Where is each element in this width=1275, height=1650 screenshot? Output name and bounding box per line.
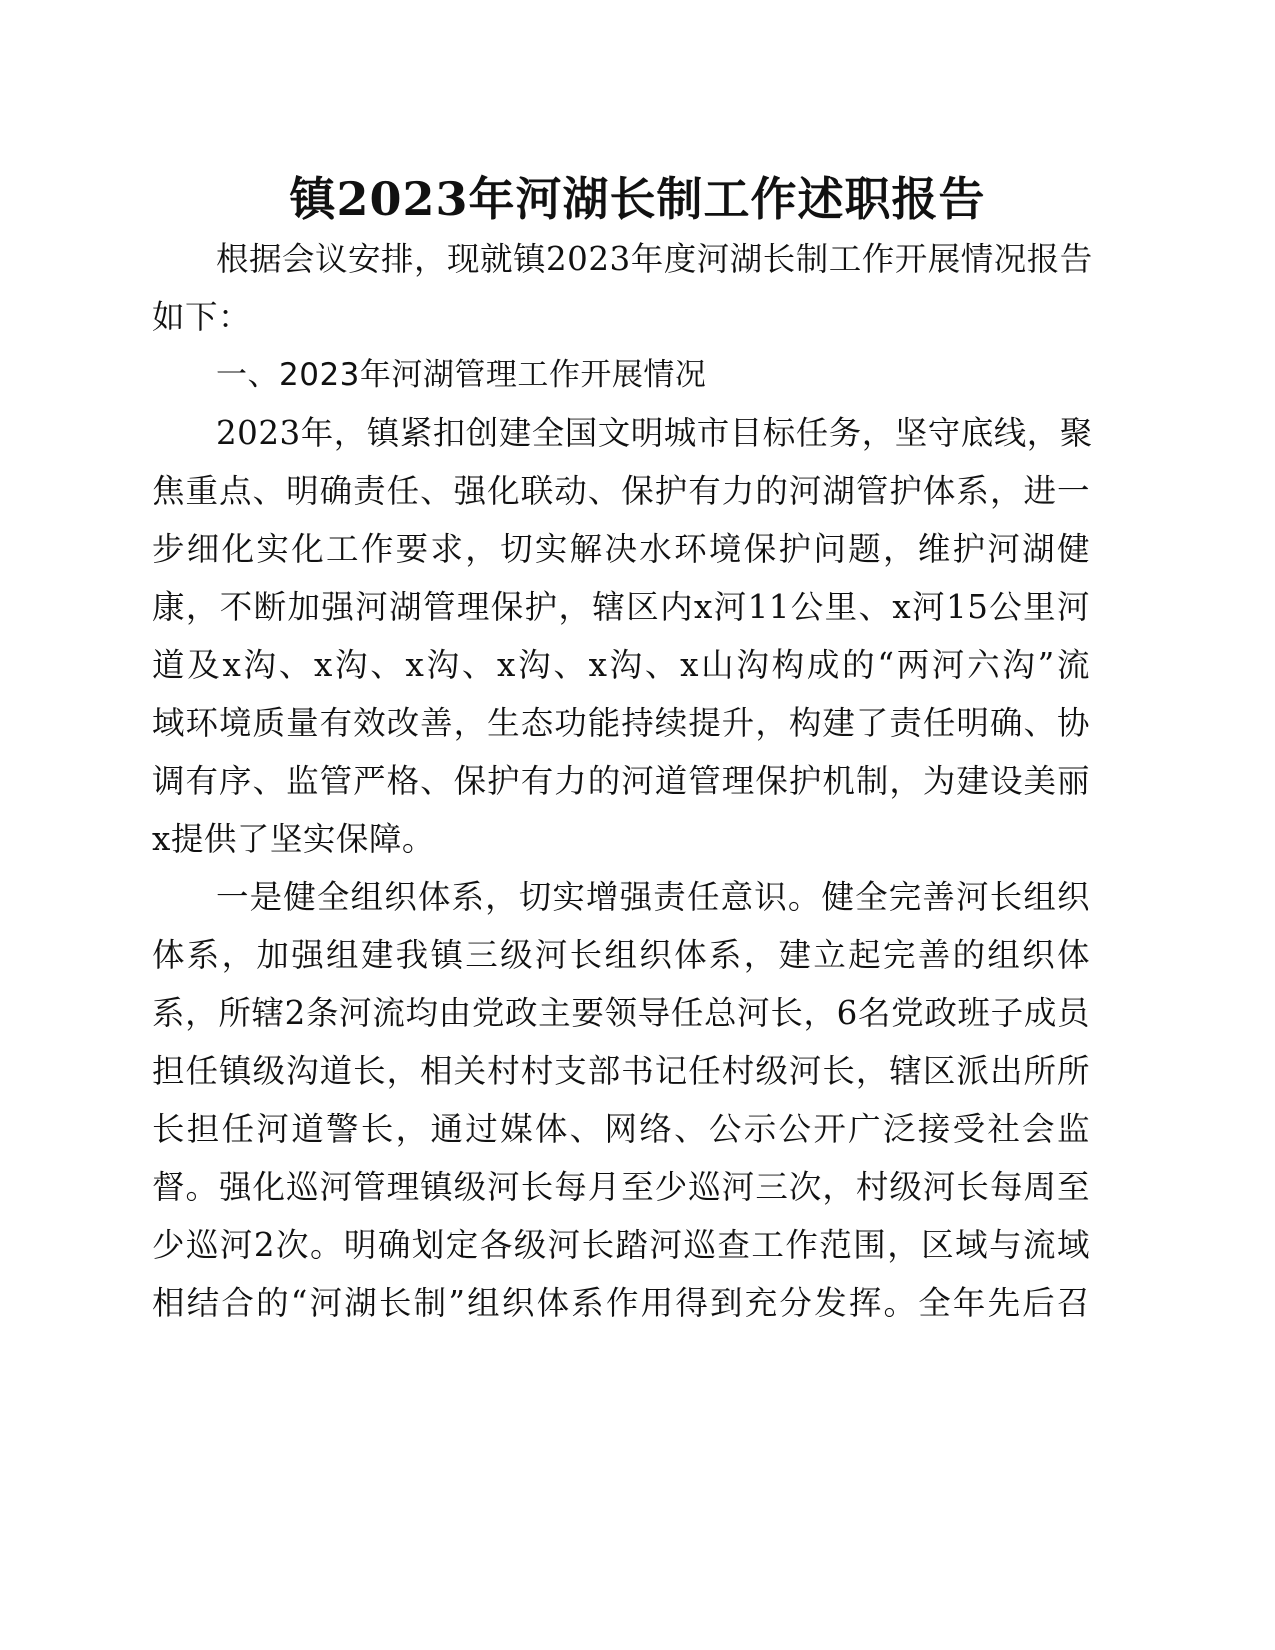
section-heading: 一、2023年河湖管理工作开展情况 (216, 357, 707, 393)
intro-line: 根据会议安排，现就镇2023年度河湖长制工作开展情况报告 (216, 240, 1093, 278)
paragraph-line: 焦重点、明确责任、强化联动、保护有力的河湖管护体系，进一 (152, 472, 1090, 510)
paragraph-line: x提供了坚实保障。 (152, 820, 435, 858)
paragraph-line: 担任镇级沟道长，相关村村支部书记任村级河长，辖区派出所所 (152, 1052, 1090, 1090)
paragraph-line: 相结合的“河湖长制”组织体系作用得到充分发挥。全年先后召 (152, 1284, 1090, 1322)
paragraph-line: 少巡河2次。明确划定各级河长踏河巡查工作范围，区域与流域 (152, 1226, 1090, 1264)
paragraph-line: 一是健全组织体系，切实增强责任意识。健全完善河长组织 (216, 878, 1090, 916)
paragraph-line: 调有序、监管严格、保护有力的河道管理保护机制，为建设美丽 (152, 762, 1090, 800)
intro-line: 如下： (152, 298, 252, 336)
paragraph-line: 2023年，镇紧扣创建全国文明城市目标任务，坚守底线，聚 (216, 414, 1093, 452)
document-body (152, 230, 1093, 1332)
paragraph-line: 督。强化巡河管理镇级河长每月至少巡河三次，村级河长每周至 (152, 1168, 1090, 1206)
paragraph-line: 域环境质量有效改善，生态功能持续提升，构建了责任明确、协 (152, 704, 1090, 742)
paragraph-line: 体系，加强组建我镇三级河长组织体系，建立起完善的组织体 (152, 936, 1090, 974)
paragraph-line: 康，不断加强河湖管理保护，辖区内x河11公里、x河15公里河 (152, 588, 1090, 626)
paragraph-line: 长担任河道警长，通过媒体、网络、公示公开广泛接受社会监 (152, 1110, 1090, 1148)
paragraph-line: 道及x沟、x沟、x沟、x沟、x沟、x山沟构成的“两河六沟”流 (152, 646, 1090, 684)
document-title: 镇2023年河湖长制工作述职报告 (289, 172, 986, 226)
paragraph-line: 步细化实化工作要求，切实解决水环境保护问题，维护河湖健 (152, 530, 1090, 568)
paragraph-line: 系，所辖2条河流均由党政主要领导任总河长，6名党政班子成员 (152, 994, 1090, 1032)
